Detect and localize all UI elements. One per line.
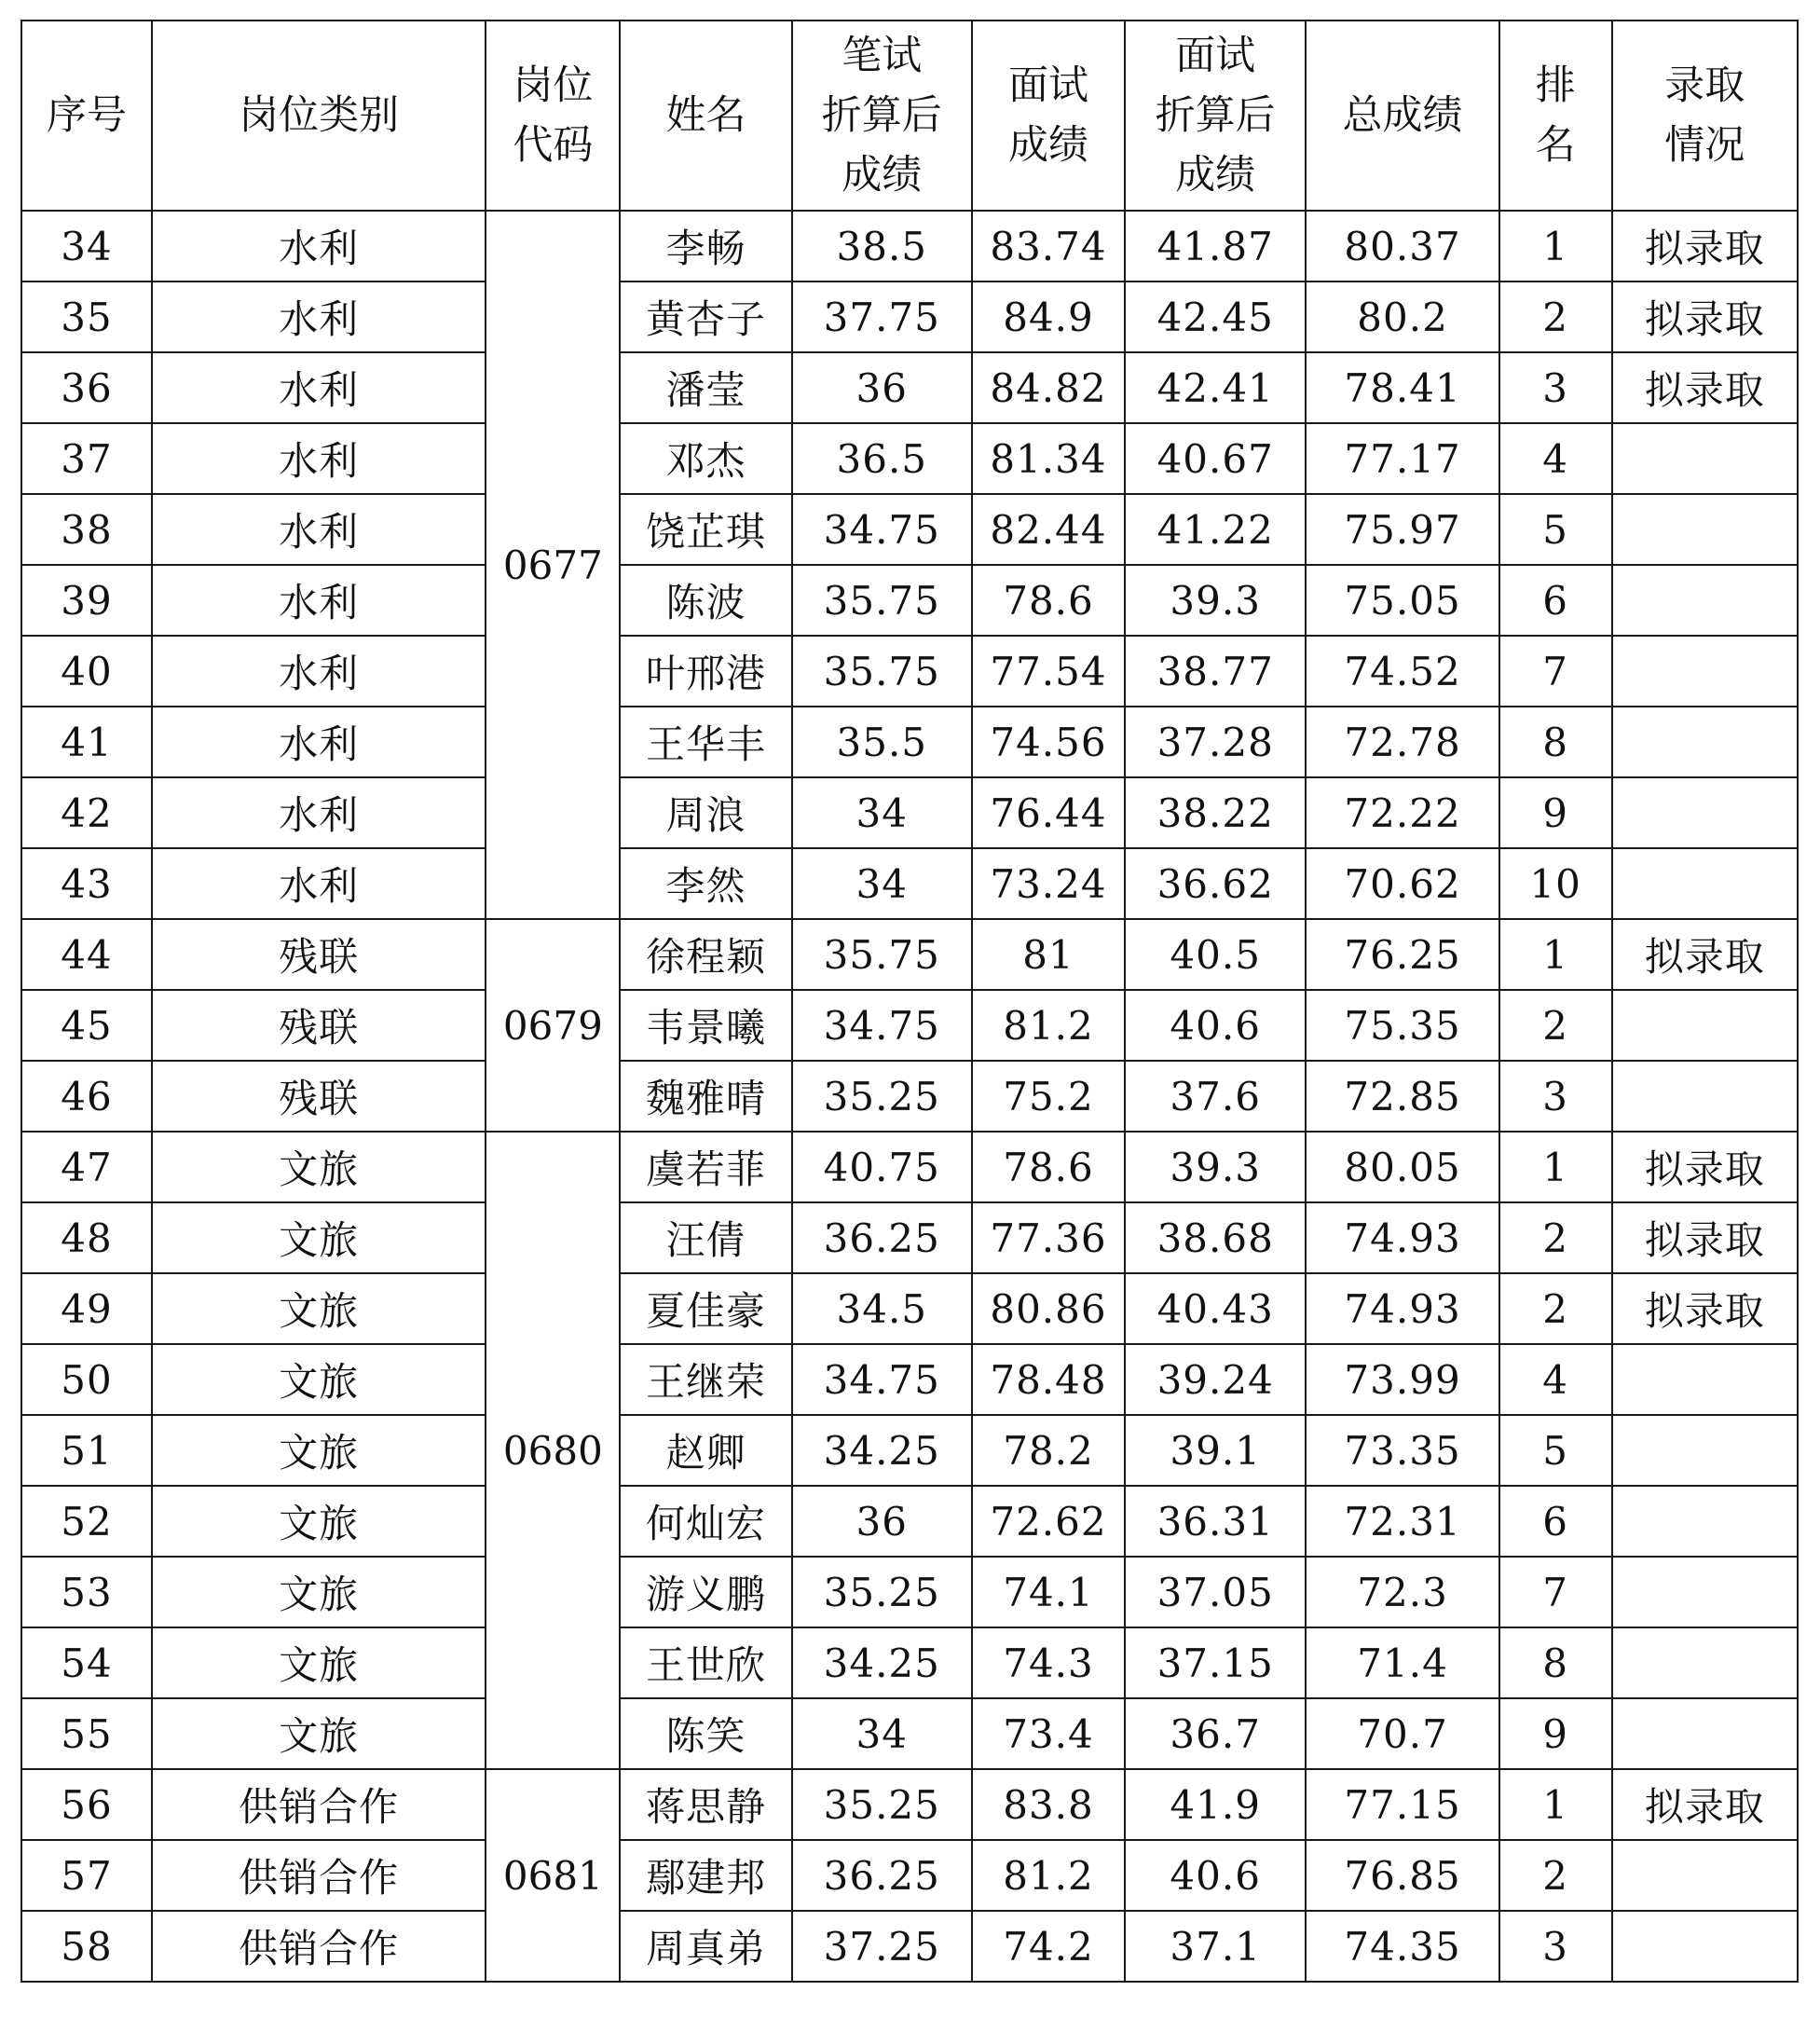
cell-category: 文旅 [152,1344,486,1415]
cell-interview-converted: 41.9 [1125,1769,1306,1840]
cell-category: 文旅 [152,1557,486,1627]
cell-category: 残联 [152,990,486,1061]
cell-name: 徐程颖 [620,919,791,990]
cell-index: 43 [21,848,152,919]
cell-index: 39 [21,565,152,636]
cell-interview: 82.44 [972,494,1125,565]
cell-written: 34.25 [792,1627,972,1698]
cell-category: 水利 [152,281,486,352]
cell-total: 72.85 [1306,1061,1498,1132]
cell-rank: 7 [1499,636,1612,707]
header-line: 姓名 [665,92,746,139]
cell-index: 40 [21,636,152,707]
cell-name: 王世欣 [620,1627,791,1698]
cell-category: 水利 [152,423,486,494]
cell-written: 34 [792,848,972,919]
cell-interview: 74.2 [972,1911,1125,1982]
cell-name: 魏雅晴 [620,1061,791,1132]
header-rank [1499,21,1612,211]
cell-rank: 3 [1499,1061,1612,1132]
cell-written: 34.5 [792,1273,972,1344]
header-row [21,21,1798,211]
cell-interview: 78.6 [972,565,1125,636]
cell-interview: 74.56 [972,707,1125,777]
cell-category: 文旅 [152,1132,486,1202]
cell-rank: 2 [1499,1840,1612,1911]
cell-total: 75.05 [1306,565,1498,636]
cell-category: 供销合作 [152,1911,486,1982]
cell-interview-converted: 38.77 [1125,636,1306,707]
cell-total: 75.97 [1306,494,1498,565]
table-row [21,1840,1798,1911]
cell-index: 46 [21,1061,152,1132]
table-row [21,1627,1798,1698]
cell-index: 54 [21,1627,152,1698]
cell-rank: 1 [1499,211,1612,281]
header-line: 排 [1535,62,1576,109]
table-row [21,565,1798,636]
table-row [21,1415,1798,1486]
cell-admission [1612,1627,1798,1698]
cell-index: 45 [21,990,152,1061]
cell-category: 水利 [152,707,486,777]
cell-name: 潘莹 [620,352,791,423]
cell-interview-converted: 39.3 [1125,1132,1306,1202]
cell-interview-converted: 42.45 [1125,281,1306,352]
cell-category: 水利 [152,494,486,565]
cell-rank: 4 [1499,423,1612,494]
cell-admission [1612,1486,1798,1557]
cell-written: 35.25 [792,1769,972,1840]
cell-name: 何灿宏 [620,1486,791,1557]
cell-written: 34 [792,777,972,848]
cell-total: 73.35 [1306,1415,1498,1486]
cell-category: 供销合作 [152,1840,486,1911]
cell-rank: 3 [1499,352,1612,423]
cell-name: 鄢建邦 [620,1840,791,1911]
cell-index: 53 [21,1557,152,1627]
header-line: 代码 [513,122,594,169]
header-interview-converted [1125,21,1306,211]
cell-admission: 拟录取 [1612,1769,1798,1840]
cell-name: 邓杰 [620,423,791,494]
table-row [21,1557,1798,1627]
cell-index: 47 [21,1132,152,1202]
cell-admission: 拟录取 [1612,1273,1798,1344]
cell-interview: 73.24 [972,848,1125,919]
cell-rank: 1 [1499,1769,1612,1840]
cell-category: 文旅 [152,1202,486,1273]
cell-total: 77.15 [1306,1769,1498,1840]
cell-category: 水利 [152,565,486,636]
cell-category: 文旅 [152,1415,486,1486]
cell-interview: 75.2 [972,1061,1125,1132]
cell-interview: 78.6 [972,1132,1125,1202]
cell-category: 水利 [152,636,486,707]
cell-interview: 72.62 [972,1486,1125,1557]
header-line: 序号 [46,92,127,139]
cell-name: 汪倩 [620,1202,791,1273]
cell-total: 70.7 [1306,1698,1498,1769]
cell-interview: 83.74 [972,211,1125,281]
cell-name: 赵卿 [620,1415,791,1486]
cell-total: 71.4 [1306,1627,1498,1698]
cell-admission: 拟录取 [1612,281,1798,352]
cell-index: 37 [21,423,152,494]
cell-category: 水利 [152,211,486,281]
cell-written: 40.75 [792,1132,972,1202]
header-category [152,21,486,211]
cell-written: 36.25 [792,1840,972,1911]
cell-category: 残联 [152,919,486,990]
cell-name: 蒋思静 [620,1769,791,1840]
cell-interview: 81 [972,919,1125,990]
header-line: 面试 [1175,33,1256,79]
cell-interview-converted: 37.6 [1125,1061,1306,1132]
cell-interview-converted: 39.1 [1125,1415,1306,1486]
cell-interview-converted: 37.05 [1125,1557,1306,1627]
cell-written: 34.75 [792,494,972,565]
header-line: 名 [1535,122,1576,169]
cell-index: 35 [21,281,152,352]
table-row [21,1061,1798,1132]
cell-total: 75.35 [1306,990,1498,1061]
cell-category: 水利 [152,848,486,919]
cell-interview-converted: 37.1 [1125,1911,1306,1982]
cell-interview-converted: 40.5 [1125,919,1306,990]
cell-rank: 2 [1499,1273,1612,1344]
cell-name: 饶芷琪 [620,494,791,565]
header-line: 折算后 [1155,92,1276,139]
cell-total: 72.78 [1306,707,1498,777]
header-line: 录取 [1664,62,1745,109]
cell-interview-converted: 38.22 [1125,777,1306,848]
cell-index: 50 [21,1344,152,1415]
cell-written: 36.5 [792,423,972,494]
cell-total: 80.2 [1306,281,1498,352]
cell-interview-converted: 37.15 [1125,1627,1306,1698]
cell-admission [1612,565,1798,636]
header-code [486,21,620,211]
cell-total: 74.52 [1306,636,1498,707]
results-table [21,20,1799,1983]
cell-written: 34.75 [792,990,972,1061]
cell-interview-converted: 40.6 [1125,1840,1306,1911]
cell-name: 王华丰 [620,707,791,777]
cell-rank: 5 [1499,494,1612,565]
cell-written: 35.25 [792,1061,972,1132]
cell-admission [1612,494,1798,565]
header-line: 成绩 [1175,152,1256,199]
cell-interview: 74.1 [972,1557,1125,1627]
cell-index: 57 [21,1840,152,1911]
table-row [21,1344,1798,1415]
cell-interview: 78.2 [972,1415,1125,1486]
cell-index: 48 [21,1202,152,1273]
header-line: 成绩 [1007,122,1088,169]
table-row [21,919,1798,990]
cell-rank: 7 [1499,1557,1612,1627]
cell-index: 44 [21,919,152,990]
cell-interview: 76.44 [972,777,1125,848]
header-index [21,21,152,211]
cell-name: 黄杏子 [620,281,791,352]
cell-code: 0681 [486,1769,620,1982]
cell-category: 供销合作 [152,1769,486,1840]
cell-interview-converted: 39.24 [1125,1344,1306,1415]
cell-interview-converted: 40.67 [1125,423,1306,494]
table-row [21,990,1798,1061]
cell-admission [1612,1698,1798,1769]
cell-admission [1612,990,1798,1061]
cell-admission: 拟录取 [1612,1202,1798,1273]
header-line: 岗位 [513,62,594,109]
cell-name: 周真弟 [620,1911,791,1982]
header-admission [1612,21,1798,211]
cell-index: 38 [21,494,152,565]
cell-interview: 77.36 [972,1202,1125,1273]
cell-interview: 84.9 [972,281,1125,352]
cell-category: 文旅 [152,1486,486,1557]
cell-category: 文旅 [152,1273,486,1344]
cell-rank: 2 [1499,281,1612,352]
header-line: 笔试 [842,33,923,79]
cell-admission [1612,423,1798,494]
cell-written: 35.75 [792,636,972,707]
cell-written: 34 [792,1698,972,1769]
table-row [21,1273,1798,1344]
cell-name: 韦景曦 [620,990,791,1061]
table-row [21,777,1798,848]
cell-written: 35.75 [792,565,972,636]
table-row [21,281,1798,352]
header-line: 成绩 [842,152,923,199]
cell-admission: 拟录取 [1612,211,1798,281]
cell-admission [1612,1415,1798,1486]
cell-rank: 2 [1499,990,1612,1061]
cell-admission [1612,1911,1798,1982]
cell-interview: 80.86 [972,1273,1125,1344]
cell-interview-converted: 42.41 [1125,352,1306,423]
cell-interview: 83.8 [972,1769,1125,1840]
cell-total: 77.17 [1306,423,1498,494]
cell-admission [1612,636,1798,707]
cell-index: 55 [21,1698,152,1769]
cell-admission [1612,1344,1798,1415]
cell-index: 41 [21,707,152,777]
cell-name: 王继荣 [620,1344,791,1415]
cell-index: 58 [21,1911,152,1982]
cell-index: 52 [21,1486,152,1557]
cell-index: 51 [21,1415,152,1486]
cell-name: 夏佳豪 [620,1273,791,1344]
cell-category: 文旅 [152,1627,486,1698]
cell-code: 0679 [486,919,620,1132]
header-interview-score [972,21,1125,211]
cell-written: 35.5 [792,707,972,777]
header-line: 折算后 [821,92,942,139]
cell-index: 36 [21,352,152,423]
cell-category: 水利 [152,352,486,423]
cell-interview-converted: 36.7 [1125,1698,1306,1769]
cell-name: 虞若菲 [620,1132,791,1202]
cell-admission [1612,1840,1798,1911]
cell-interview: 74.3 [972,1627,1125,1698]
cell-interview: 84.82 [972,352,1125,423]
table-row [21,1486,1798,1557]
cell-rank: 8 [1499,1627,1612,1698]
cell-index: 34 [21,211,152,281]
header-name [620,21,791,211]
cell-total: 72.22 [1306,777,1498,848]
cell-name: 陈笑 [620,1698,791,1769]
cell-rank: 4 [1499,1344,1612,1415]
cell-admission: 拟录取 [1612,352,1798,423]
cell-rank: 6 [1499,1486,1612,1557]
table-row [21,423,1798,494]
cell-admission [1612,1557,1798,1627]
table-row [21,1698,1798,1769]
cell-total: 72.31 [1306,1486,1498,1557]
table-row [21,848,1798,919]
table-row [21,636,1798,707]
cell-name: 叶邢港 [620,636,791,707]
cell-interview-converted: 39.3 [1125,565,1306,636]
table-row [21,1911,1798,1982]
cell-total: 72.3 [1306,1557,1498,1627]
table-row [21,1132,1798,1202]
cell-name: 陈波 [620,565,791,636]
cell-index: 42 [21,777,152,848]
cell-interview: 81.34 [972,423,1125,494]
cell-total: 74.35 [1306,1911,1498,1982]
cell-total: 80.05 [1306,1132,1498,1202]
header-line: 情况 [1664,122,1745,169]
cell-total: 76.85 [1306,1840,1498,1911]
table-row [21,1769,1798,1840]
cell-total: 80.37 [1306,211,1498,281]
cell-written: 36 [792,1486,972,1557]
header-line: 总成绩 [1342,92,1463,139]
cell-total: 74.93 [1306,1273,1498,1344]
cell-interview-converted: 36.31 [1125,1486,1306,1557]
cell-total: 76.25 [1306,919,1498,990]
cell-rank: 1 [1499,1132,1612,1202]
cell-interview-converted: 37.28 [1125,707,1306,777]
cell-interview-converted: 36.62 [1125,848,1306,919]
cell-interview: 78.48 [972,1344,1125,1415]
cell-interview: 81.2 [972,1840,1125,1911]
cell-name: 李畅 [620,211,791,281]
cell-rank: 9 [1499,1698,1612,1769]
cell-written: 35.25 [792,1557,972,1627]
cell-interview: 73.4 [972,1698,1125,1769]
cell-admission [1612,777,1798,848]
header-total [1306,21,1498,211]
table-row [21,352,1798,423]
cell-rank: 3 [1499,1911,1612,1982]
cell-written: 37.25 [792,1911,972,1982]
cell-interview-converted: 40.43 [1125,1273,1306,1344]
cell-written: 36 [792,352,972,423]
cell-interview-converted: 41.22 [1125,494,1306,565]
cell-interview: 81.2 [972,990,1125,1061]
cell-code: 0680 [486,1132,620,1769]
cell-total: 78.41 [1306,352,1498,423]
table-row [21,707,1798,777]
cell-written: 36.25 [792,1202,972,1273]
cell-rank: 6 [1499,565,1612,636]
cell-category: 文旅 [152,1698,486,1769]
cell-name: 李然 [620,848,791,919]
cell-admission [1612,707,1798,777]
cell-rank: 8 [1499,707,1612,777]
cell-written: 37.75 [792,281,972,352]
cell-interview: 77.54 [972,636,1125,707]
header-line: 岗位类别 [239,92,400,139]
cell-index: 56 [21,1769,152,1840]
cell-admission: 拟录取 [1612,1132,1798,1202]
cell-name: 周浪 [620,777,791,848]
score-sheet [21,20,1799,1983]
table-body [21,211,1798,1982]
table-row [21,211,1798,281]
cell-interview-converted: 38.68 [1125,1202,1306,1273]
cell-admission: 拟录取 [1612,919,1798,990]
cell-admission [1612,1061,1798,1132]
cell-rank: 1 [1499,919,1612,990]
cell-interview-converted: 40.6 [1125,990,1306,1061]
cell-written: 34.25 [792,1415,972,1486]
cell-rank: 2 [1499,1202,1612,1273]
cell-written: 34.75 [792,1344,972,1415]
cell-rank: 9 [1499,777,1612,848]
cell-rank: 10 [1499,848,1612,919]
cell-written: 38.5 [792,211,972,281]
cell-interview-converted: 41.87 [1125,211,1306,281]
header-line: 面试 [1007,62,1088,109]
cell-total: 70.62 [1306,848,1498,919]
cell-category: 水利 [152,777,486,848]
table-row [21,494,1798,565]
cell-admission [1612,848,1798,919]
cell-name: 游义鹏 [620,1557,791,1627]
cell-total: 74.93 [1306,1202,1498,1273]
cell-code: 0677 [486,211,620,919]
cell-written: 35.75 [792,919,972,990]
cell-index: 49 [21,1273,152,1344]
cell-category: 残联 [152,1061,486,1132]
header-written-score [792,21,972,211]
cell-total: 73.99 [1306,1344,1498,1415]
cell-rank: 5 [1499,1415,1612,1486]
table-row [21,1202,1798,1273]
